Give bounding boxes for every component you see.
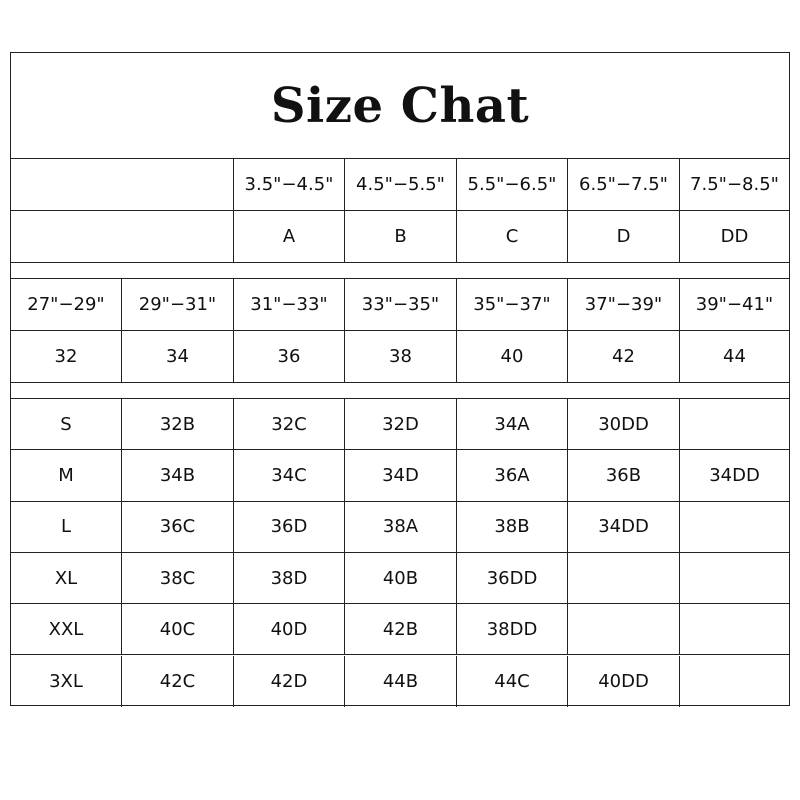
size-table-row <box>11 553 789 604</box>
size-cell: 40B <box>345 553 457 603</box>
size-cell: 42D <box>234 656 345 707</box>
size-cell: 38DD <box>457 604 568 654</box>
size-cell: 38C <box>122 553 234 603</box>
band-size: 38 <box>345 331 457 382</box>
size-cell: 36C <box>122 502 234 552</box>
cup-measurement: 7.5"−8.5" <box>690 174 779 195</box>
cup-measurement: 4.5"−5.5" <box>345 159 457 210</box>
size-cell: 42C <box>122 656 234 707</box>
size-cell: 32C <box>234 399 345 449</box>
size-cell: 38A <box>345 502 457 552</box>
size-cell: 40DD <box>568 656 680 707</box>
size-cell <box>568 553 680 603</box>
band-measurement: 37"−39" <box>568 279 680 330</box>
size-cell <box>680 656 789 707</box>
size-table-row <box>11 604 789 655</box>
size-label: XL <box>11 553 122 603</box>
band-measurement: 27"−29" <box>11 279 122 330</box>
size-cell: 36B <box>568 450 680 500</box>
chart-title: Size Chat <box>11 53 789 159</box>
size-cell: 30DD <box>568 399 680 449</box>
size-label: L <box>11 502 122 552</box>
size-label: XXL <box>11 604 122 654</box>
band-size: 32 <box>11 331 122 382</box>
band-size: 40 <box>457 331 568 382</box>
band-measurement-row <box>11 279 789 331</box>
size-cell: 32B <box>122 399 234 449</box>
size-chart-table <box>10 52 790 706</box>
band-size: 36 <box>234 331 345 382</box>
size-cell: 44B <box>345 656 457 707</box>
cup-letter: DD <box>720 226 749 247</box>
size-cell: 34A <box>457 399 568 449</box>
size-cell: 40D <box>234 604 345 654</box>
cup-measurement: 5.5"−6.5" <box>457 159 568 210</box>
cup-letter: B <box>345 211 457 262</box>
cup-letter-label-blank <box>11 211 234 262</box>
size-label: S <box>11 399 122 449</box>
size-cell: 44C <box>457 656 568 707</box>
size-cell <box>680 399 789 449</box>
size-cell: 34B <box>122 450 234 500</box>
cup-measurement: 6.5"−7.5" <box>568 159 680 210</box>
size-table-row <box>11 502 789 553</box>
band-measurement: 39"−41" <box>695 294 774 315</box>
band-measurement: 29"−31" <box>122 279 234 330</box>
cup-measurement: 3.5"−4.5" <box>234 159 345 210</box>
size-cell: 40C <box>122 604 234 654</box>
band-measurement: 33"−35" <box>345 279 457 330</box>
size-table-row <box>11 656 789 707</box>
spacer-row <box>11 263 789 279</box>
cup-letter-row <box>11 211 789 263</box>
size-cell: 38D <box>234 553 345 603</box>
size-cell <box>680 553 789 603</box>
size-cell: 36D <box>234 502 345 552</box>
size-table-row <box>11 399 789 450</box>
size-table-row <box>11 450 789 501</box>
size-cell: 34DD <box>709 464 760 486</box>
size-cell <box>568 604 680 654</box>
size-cell <box>680 604 789 654</box>
size-label: 3XL <box>11 656 122 707</box>
size-cell: 34D <box>345 450 457 500</box>
size-cell: 42B <box>345 604 457 654</box>
band-size: 34 <box>122 331 234 382</box>
size-label: M <box>11 450 122 500</box>
cup-letter: A <box>234 211 345 262</box>
band-measurement: 31"−33" <box>234 279 345 330</box>
cup-letter: C <box>457 211 568 262</box>
size-cell: 36A <box>457 450 568 500</box>
band-size: 42 <box>568 331 680 382</box>
size-cell: 32D <box>345 399 457 449</box>
cup-measurement-row <box>11 159 789 211</box>
size-cell: 34DD <box>568 502 680 552</box>
band-size-row <box>11 331 789 383</box>
cup-letter: D <box>568 211 680 262</box>
size-cell: 38B <box>457 502 568 552</box>
size-cell: 36DD <box>457 553 568 603</box>
size-cell <box>680 502 789 552</box>
band-size: 44 <box>723 346 746 367</box>
band-measurement: 35"−37" <box>457 279 568 330</box>
size-cell: 34C <box>234 450 345 500</box>
cup-row-label-blank <box>11 159 234 210</box>
spacer-row <box>11 383 789 399</box>
